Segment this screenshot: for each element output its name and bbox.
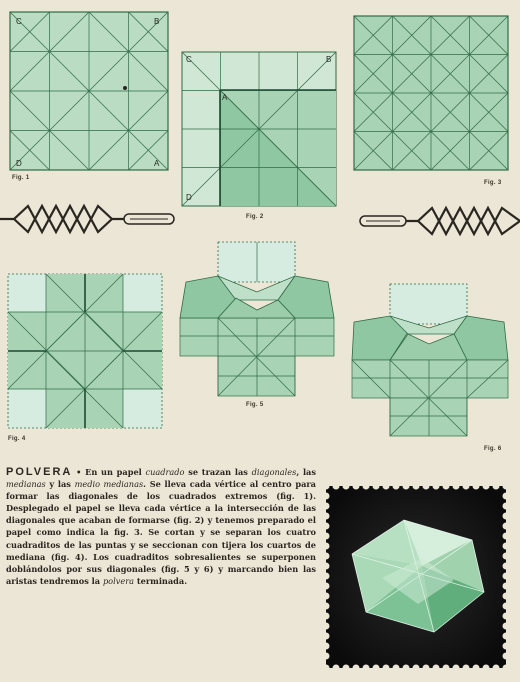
- braid-ornament-left: [0, 198, 178, 244]
- figure-1-caption: Fig. 1: [12, 175, 30, 181]
- figure-3: [352, 14, 512, 174]
- body-segment: cuadrado: [145, 467, 185, 477]
- corner-label: D: [16, 159, 22, 168]
- article-body: [6, 467, 316, 586]
- instructions-text: [6, 466, 316, 587]
- figure-5: [178, 240, 338, 402]
- body-segment: se trazan las: [184, 467, 252, 477]
- body-segment: medio medianas: [74, 479, 144, 490]
- body-segment: polvera: [102, 575, 134, 586]
- corner-label: C: [16, 17, 22, 26]
- braid-ornament-right: [358, 200, 520, 246]
- body-segment: . Se lleva cada vértice al centro para formar las diagonales de los cuadrados extremos (fig. 1). Desplegado el papel se lleva cada vértice a la intersección de las diagonales que acaban de formarse (fig. 2) y tenemos preparado el papel como indica la fig. 3. Se cortan y se separan los cuatro cuadraditos de las puntas y se seccionan con tijera los cuartos de mediana (fig. 4). Los cuadraditos sobresalientes se superponen doblándolos por sus diagonales (fig. 5 y 6) y marcando bien las aristas tendremos la: [6, 479, 316, 586]
- title-bullet: •: [76, 467, 82, 477]
- figure-6-caption: Fig. 6: [484, 446, 502, 452]
- body-segment: En un papel: [85, 467, 146, 477]
- figure-4-caption: Fig. 4: [8, 436, 26, 442]
- article-title: POLVERA: [6, 466, 73, 478]
- figure-2: [180, 50, 340, 210]
- corner-label: C: [186, 55, 192, 64]
- figure-4: [6, 272, 166, 434]
- finished-compact-photo: [322, 482, 510, 672]
- body-segment: medianas: [6, 479, 46, 490]
- corner-label: A: [154, 159, 160, 168]
- corner-label: A: [222, 93, 228, 102]
- body-segment: diagonales: [251, 467, 297, 477]
- corner-label: D: [186, 193, 192, 202]
- corner-label: B: [154, 17, 160, 26]
- figure-5-caption: Fig. 5: [246, 402, 264, 408]
- corner-label: B: [326, 55, 332, 64]
- body-segment: y las: [45, 479, 75, 490]
- body-segment: , las: [296, 467, 316, 477]
- figure-2-caption: Fig. 2: [246, 214, 264, 220]
- figure-1: [8, 10, 170, 174]
- figure-3-caption: Fig. 3: [484, 180, 502, 186]
- figure-6: [350, 282, 512, 438]
- body-segment: terminada.: [134, 575, 188, 586]
